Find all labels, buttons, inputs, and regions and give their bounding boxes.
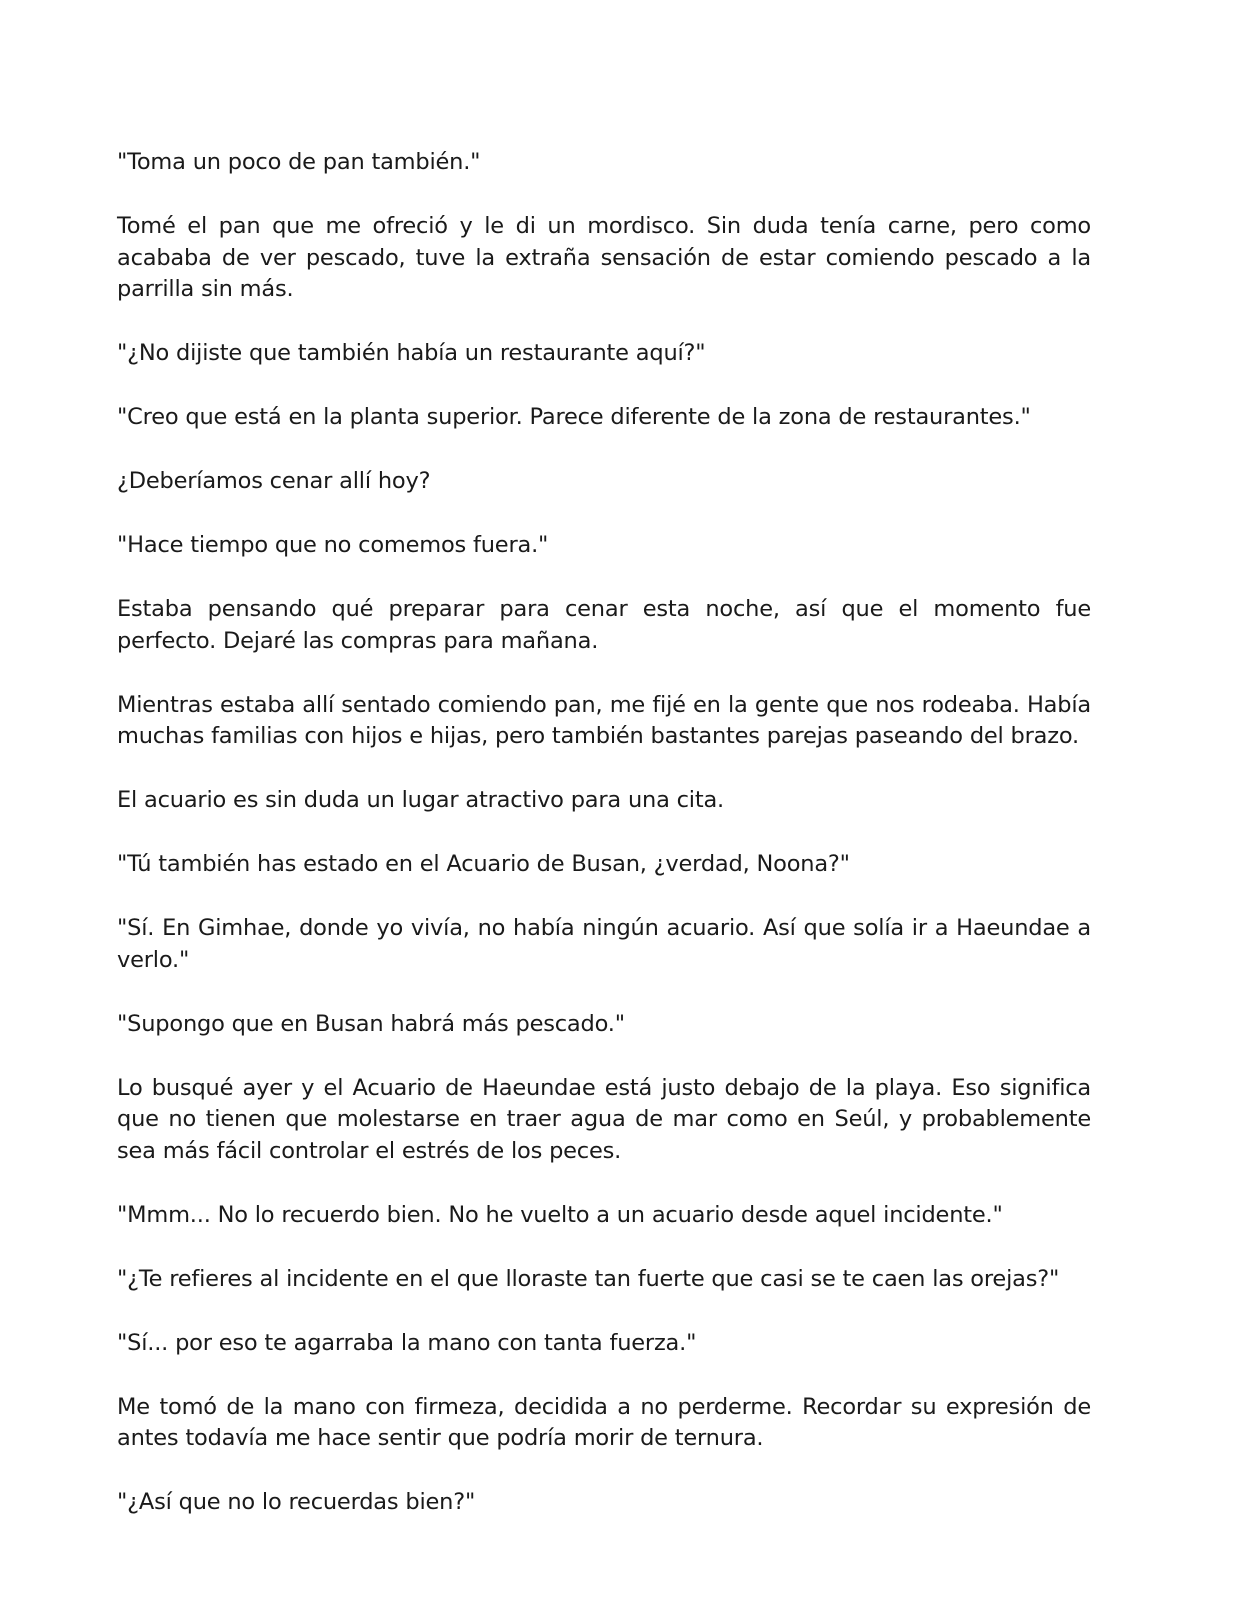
- paragraph: "Sí... por eso te agarraba la mano con tanta fuerza.": [117, 1329, 697, 1356]
- paragraph: El acuario es sin duda un lugar atractivo para una cita.: [117, 787, 725, 813]
- paragraph: "Creo que está en la planta superior. Parece diferente de la zona de restaurantes.": [117, 404, 1031, 430]
- paragraph: "Toma un poco de pan también.": [117, 149, 481, 175]
- paragraph: Estaba pensando qué preparar para cenar esta noche, así que el momento fue perfecto. Dejaré las compras para mañana.: [117, 596, 1091, 654]
- paragraph: "Tú también has estado en el Acuario de Busan, ¿verdad, Noona?": [117, 851, 850, 877]
- paragraph: Tomé el pan que me ofreció y le di un mordisco. Sin duda tenía carne, pero como acababa de ver pescado, tuve la extraña sensación de estar comiendo pescado a la parrilla sin más.: [117, 213, 1091, 302]
- paragraph: "Supongo que en Busan habrá más pescado.": [117, 1010, 625, 1037]
- paragraph: "¿No dijiste que también había un restaurante aquí?": [117, 340, 706, 366]
- paragraph: Lo busqué ayer y el Acuario de Haeundae está justo debajo de la playa. Eso significa que no tienen que molestarse en traer agua de mar como en Seúl, y probablemente sea más fácil controlar el estrés de los peces.: [117, 1074, 1091, 1164]
- paragraph: Me tomó de la mano con firmeza, decidida a no perderme. Recordar su expresión de antes todavía me hace sentir que podría morir de ternura.: [117, 1393, 1091, 1451]
- paragraph: Mientras estaba allí sentado comiendo pan, me fijé en la gente que nos rodeaba. Había muchas familias con hijos e hijas, pero también bastantes parejas paseando del brazo.: [117, 691, 1091, 749]
- paragraph: "¿Así que no lo recuerdas bien?": [117, 1489, 476, 1515]
- document-body: [117, 147, 1091, 1551]
- paragraph: "¿Te refieres al incidente en el que lloraste tan fuerte que casi se te caen las orejas?": [117, 1265, 1060, 1292]
- paragraph: ¿Deberíamos cenar allí hoy?: [117, 468, 431, 494]
- paragraph: "Sí. En Gimhae, donde yo vivía, no había ningún acuario. Así que solía ir a Haeundae a verlo.": [117, 915, 1091, 973]
- paragraph: "Hace tiempo que no comemos fuera.": [117, 532, 549, 558]
- paragraph: "Mmm... No lo recuerdo bien. No he vuelto a un acuario desde aquel incidente.": [117, 1201, 1003, 1228]
